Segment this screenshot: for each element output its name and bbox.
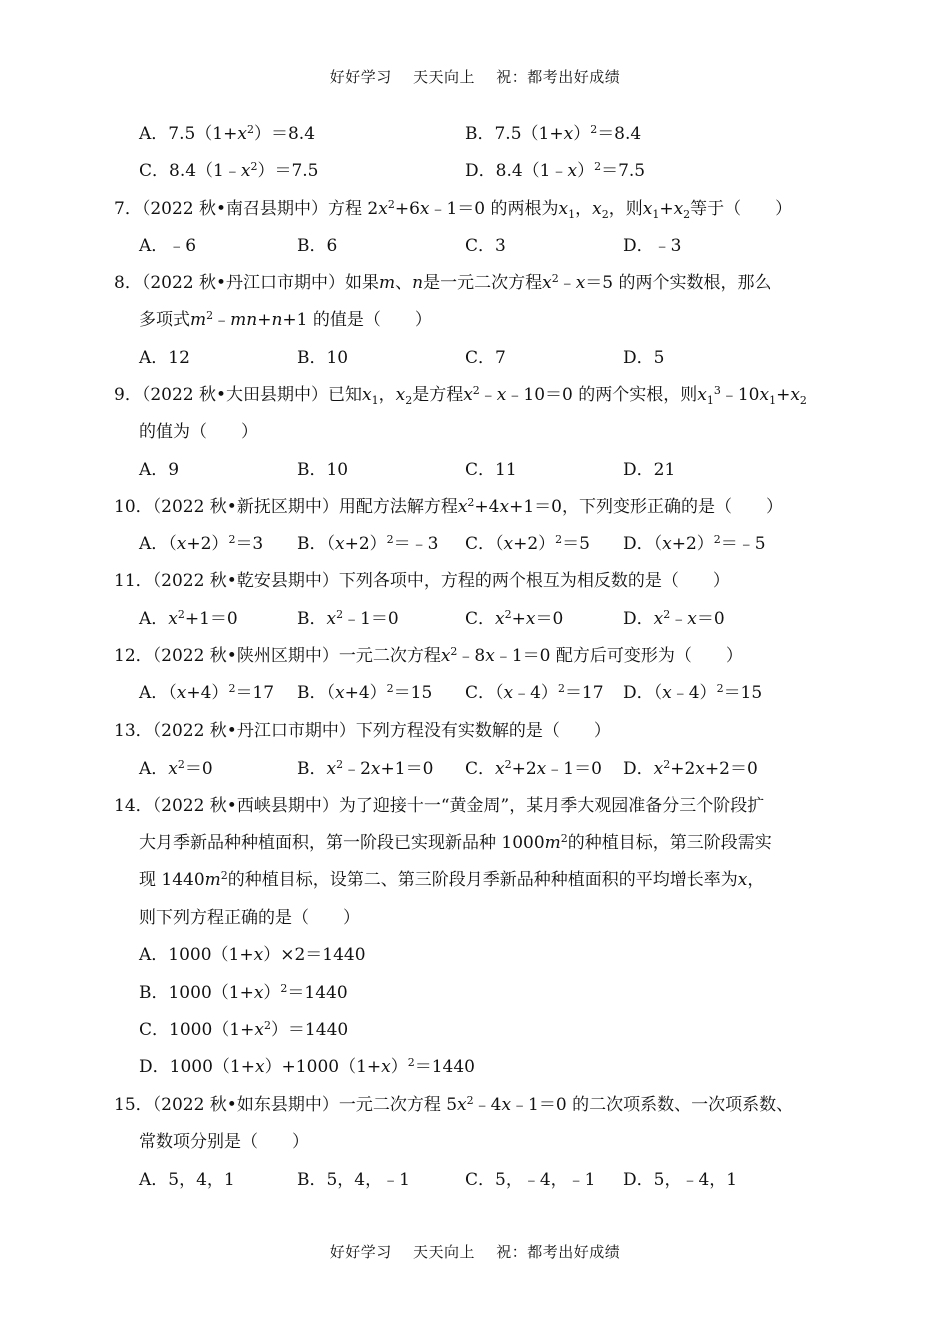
q12-option-b: B．$(x+4)^2=15$	[297, 682, 433, 703]
q12-option-a: A．$(x+4)^2=17$	[139, 682, 275, 703]
q13-option-b: B．$x^2﹣2x+1=0$	[297, 758, 434, 779]
footer-motto-3: 祝：都考出好成绩	[496, 1243, 621, 1261]
footer-motto-1: 好好学习	[329, 1243, 392, 1261]
page-header	[0, 66, 950, 87]
q6-options-row-2	[0, 158, 950, 184]
q14-stem-cont-1: 大月季新品种种植面积，第一阶段已实现新品种 $1000m^2$的种植目标，第三阶段需实	[139, 832, 772, 853]
q15-stem-cont: 常数项分别是（ ）	[139, 1132, 309, 1152]
q9-option-b: B．10	[297, 460, 349, 480]
q14-stem: 14．（2022 秋•西峡县期中）为了迎接十一“黄金周”，某月季大观园准备分三个阶段扩	[114, 796, 765, 816]
q13-option-c: C．$x^2+2x﹣1=0$	[465, 758, 602, 779]
q13-option-a: A．$x^2=0$	[139, 758, 213, 779]
q12-option-c: C．（x﹣4）$^2$＝17	[465, 682, 604, 703]
q15-option-b: B．5，4，﹣1	[297, 1170, 410, 1190]
q10-options	[0, 531, 950, 557]
q14-stem-cont-2: 现 $1440m^2$的种植目标，设第二、第三阶段月季新品种种植面积的平均增长率为x，	[139, 869, 765, 890]
q11-option-b: B．$x^2﹣1=0$	[297, 608, 399, 629]
q9-stem: 9．（2022 秋•大田县期中）已知$x_1$，$x_2$是方程$x^2﹣x﹣10=0$ 的两个实根，则$x_1^3﹣10x_1+x_2$	[114, 384, 807, 407]
q8-options	[0, 345, 950, 371]
q11-option-a: A．$x^2+1=0$	[139, 608, 238, 629]
q14-option-a: A．1000（1+x）×2＝1440	[139, 945, 366, 965]
q14-stem-cont-3: 则下列方程正确的是（ ）	[139, 908, 360, 928]
q7-options	[0, 233, 950, 259]
q11-options	[0, 606, 950, 632]
q13-option-d: D．$x^2+2x+2=0$	[623, 758, 758, 779]
q11-stem: 11．（2022 秋•乾安县期中）下列各项中，方程的两个根互为相反数的是（ ）	[114, 571, 730, 591]
q7-option-d: D．﹣3	[623, 236, 682, 256]
q10-option-a: A．$(x+2)^2=3$	[139, 533, 264, 554]
q8-option-d: D．5	[623, 348, 665, 368]
q10-option-b: B．$(x+2)^2=﹣3$	[297, 533, 439, 554]
q8-stem-cont: 多项式$m^2﹣mn+n+1$ 的值是（ ）	[139, 309, 432, 330]
q15-option-a: A．5，4，1	[139, 1170, 235, 1190]
footer-motto-2: 天天向上	[412, 1243, 475, 1261]
q6-option-a: A．$7.5(1+x^2)=8.4$	[139, 123, 316, 144]
page-footer	[0, 1241, 950, 1262]
q11-option-c: C．$x^2+x=0$	[465, 608, 564, 629]
q15-option-d: D．5，﹣4，1	[623, 1170, 738, 1190]
q14-option-b: B．$1000(1+x)^2=1440$	[139, 982, 348, 1003]
q8-option-c: C．7	[465, 348, 506, 368]
q8-stem: 8．（2022 秋•丹江口市期中）如果m、n是一元二次方程$x^2﹣x=5$ 的两个实数根，那么	[114, 272, 772, 293]
q6-option-d: D．8.4（1﹣x）$^2$＝7.5	[465, 160, 646, 181]
q8-option-b: B．10	[297, 348, 349, 368]
q7-option-a: A．﹣6	[139, 236, 197, 256]
q9-option-c: C．11	[465, 460, 517, 480]
q12-option-d: D．（x﹣4）$^2$＝15	[623, 682, 763, 703]
q9-option-d: D．21	[623, 460, 676, 480]
q14-option-c: C．$1000(1+x^2)=1440$	[139, 1019, 349, 1040]
q9-options	[0, 457, 950, 483]
header-motto-3: 祝：都考出好成绩	[496, 68, 621, 86]
q6-option-b: B．$7.5(1+x)^2=8.4$	[465, 123, 642, 144]
q9-stem-cont: 的值为（ ）	[139, 422, 258, 442]
q6-option-c: C．$8.4(1﹣x^2)=7.5$	[139, 160, 319, 181]
q6-options-row-1	[0, 121, 950, 147]
q10-stem: 10．（2022 秋•新抚区期中）用配方法解方程$x^2+4x+1=0$，下列变形正确的是（ ）	[114, 496, 783, 517]
q11-option-d: D．$x^2﹣x=0$	[623, 608, 725, 629]
header-motto-2: 天天向上	[412, 68, 475, 86]
q12-stem: 12．（2022 秋•陕州区期中）一元二次方程$x^2﹣8x﹣1=0$ 配方后可变形为（ ）	[114, 645, 743, 666]
q9-option-a: A．9	[139, 460, 180, 480]
q10-option-c: C．$(x+2)^2=5$	[465, 533, 590, 554]
q12-options	[0, 680, 950, 706]
q15-options	[0, 1167, 950, 1193]
q14-option-d: D．$1000(1+x)+1000(1+x)^2=1440$	[139, 1056, 475, 1077]
q7-option-c: C．3	[465, 236, 506, 256]
q7-option-b: B．6	[297, 236, 338, 256]
q8-option-a: A．12	[139, 348, 190, 368]
q15-option-c: C．5，﹣4，﹣1	[465, 1170, 596, 1190]
q7-stem: 7．（2022 秋•南召县期中）方程 $2x^2+6x﹣1=0$ 的两根为$x_1$，$x_2$，则$x_1+x_2$等于（ ）	[114, 198, 793, 221]
q15-stem: 15．（2022 秋•如东县期中）一元二次方程 $5x^2﹣4x﹣1=0$ 的二次项系数、一次项系数、	[114, 1094, 794, 1115]
q13-options	[0, 756, 950, 782]
q10-option-d: D．$(x+2)^2=﹣5$	[623, 533, 766, 554]
q13-stem: 13．（2022 秋•丹江口市期中）下列方程没有实数解的是（ ）	[114, 721, 611, 741]
header-motto-1: 好好学习	[329, 68, 392, 86]
